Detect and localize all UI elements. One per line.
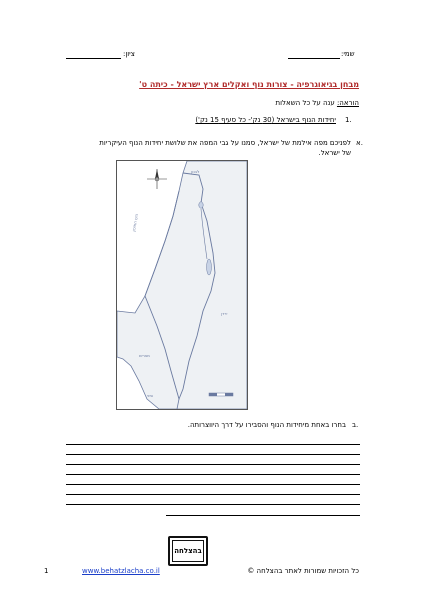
copyright-text: כל הזכויות שמורות לאתר בהצלחה ©	[247, 567, 359, 575]
question-a-line2: של ישראל.	[318, 149, 351, 157]
answer-line[interactable]	[66, 454, 360, 455]
instruction	[276, 99, 359, 108]
israel-blank-map	[116, 160, 248, 410]
answer-line[interactable]	[66, 504, 360, 505]
map-label-sea: הים התיכון	[131, 213, 140, 232]
instruction-text: ענה על כל השאלות	[275, 99, 335, 107]
map-label-egypt: מצרים	[139, 353, 150, 358]
dead-sea	[207, 259, 212, 275]
map-label-lebanon: לבנון	[191, 169, 200, 174]
map-label-jordan: ירדן	[221, 311, 228, 316]
map-land	[117, 161, 247, 409]
answer-line[interactable]	[66, 474, 360, 475]
scale-bar	[209, 393, 233, 396]
map-label-sinai: סיני	[147, 393, 153, 398]
logo-text: בהצלחה	[172, 540, 204, 562]
kinneret	[199, 202, 203, 208]
answer-line-short[interactable]	[166, 515, 360, 516]
answer-line[interactable]	[66, 494, 360, 495]
page-number: 1	[44, 567, 49, 575]
answer-line[interactable]	[66, 444, 360, 445]
grade-label: ציון:	[123, 50, 135, 58]
name-field[interactable]	[288, 58, 340, 59]
page-title: מבחן בגיאוגרפיה - צורות נוף ואקלים ארץ ישראל - כיתה ט'	[139, 80, 359, 89]
behatzlacha-logo	[168, 536, 208, 566]
question-b-text: בחרו באחת מיחידות הנוף והסבירו על דרך היווצרותה.	[187, 421, 346, 429]
instruction-label: הוראה:	[336, 99, 359, 107]
question-a-line1: לפניכם מפה אילמת של ישראל, סמנו על גבי המפה את שלושת יחידות הנוף העיקריות	[99, 139, 351, 147]
compass-icon	[147, 169, 167, 189]
question-a-letter: א.	[356, 139, 363, 147]
question-1-text: יחידות הנוף בישראל (30 נק'- כל סעיף 15 נק')	[195, 116, 336, 124]
name-label: שמי:	[341, 50, 355, 58]
question-b-letter: ב.	[352, 421, 359, 429]
question-1-number: 1.	[345, 116, 352, 124]
answer-line[interactable]	[66, 464, 360, 465]
answer-line[interactable]	[66, 484, 360, 485]
map-svg	[117, 161, 247, 409]
grade-field[interactable]	[66, 58, 121, 59]
site-link[interactable]: www.behatzlacha.co.il	[82, 567, 160, 575]
